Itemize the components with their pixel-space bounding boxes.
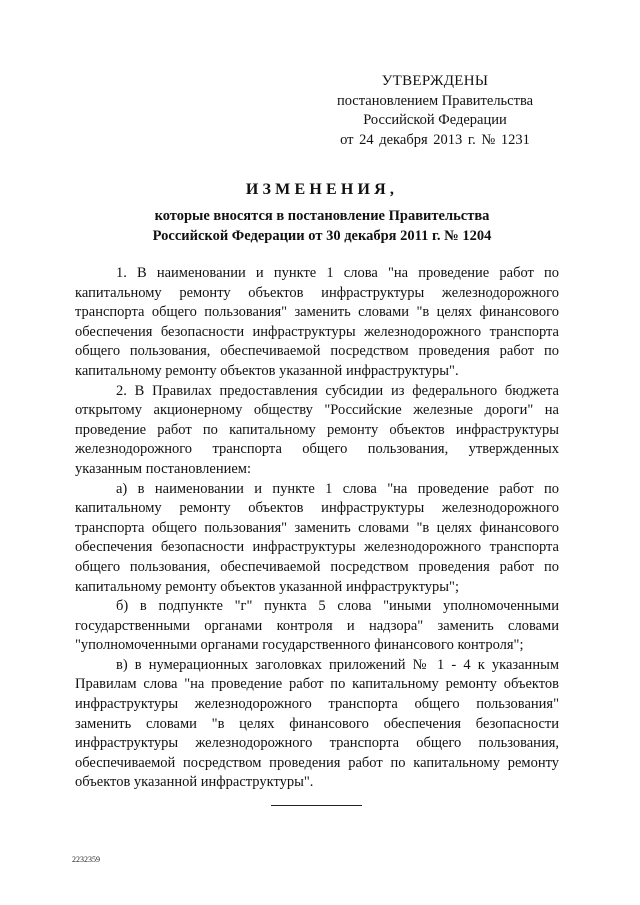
paragraph-2b: б) в подпункте "г" пункта 5 слова "иными уполномоченными государственными органами контроля и надзора" заменить словами "уполномоченными органами государственного финансового контроля";: [75, 598, 559, 654]
subheading-line-1: которые вносятся в постановление Правительства: [154, 208, 490, 224]
approval-title: УТВЕРЖДЕНЫ: [381, 73, 489, 89]
approval-line-2: Российской Федерации: [363, 112, 507, 128]
paragraph-1: 1. В наименовании и пункте 1 слова "на проведение работ по капитальному ремонту объектов инфраструктуры железнодорожного транспорта общего пользования" заменить словами "в целях финансового обеспечения безопасности инфраструктуры железнодорожного транспорта общего пользования, обеспечиваемой посредством проведения работ по капитальному ремонту объектов указанной инфраструктуры".: [75, 265, 559, 379]
approval-date-line: от 24 декабря 2013 г. № 1231: [340, 131, 530, 148]
document-subheading: [72, 207, 572, 246]
document-code: 2232359: [72, 855, 100, 864]
document-body: [75, 264, 559, 793]
document-heading: ИЗМЕНЕНИЯ,: [245, 181, 399, 198]
paragraph-2a: а) в наименовании и пункте 1 слова "на проведение работ по капитальному ремонту объектов инфраструктуры железнодорожного транспорта общего пользования" заменить словами "в целях финансового обеспечения безопасности инфраструктуры железнодорожного транспорта общего пользования, обеспечиваемой посредством проведения работ по капитальному ремонту объектов указанной инфраструктуры";: [75, 480, 559, 595]
paragraph-2: 2. В Правилах предоставления субсидии из федерального бюджета открытому акционерному обществу "Российские железные дороги" на проведение работ по капитальному ремонту объектов инфраструктуры железнодорожного транспорта общего пользования, утвержденных указанным постановлением:: [75, 382, 559, 477]
approval-line-1: постановлением Правительства: [336, 92, 534, 109]
approval-block: [330, 72, 540, 150]
end-divider: [271, 805, 362, 806]
paragraph-2c: в) в нумерационных заголовках приложений № 1 - 4 к указанным Правилам слова "на проведение работ по капитальному ремонту объектов инфраструктуры железнодорожного транспорта общего пользования" заменить словами "в целях финансового обеспечения безопасности инфраструктуры железнодорожного транспорта общего пользования, обеспечиваемой посредством проведения работ по капитальному ремонту объектов указанной инфраструктуры".: [75, 656, 559, 791]
subheading-line-2: Российской Федерации от 30 декабря 2011 г. № 1204: [152, 227, 492, 244]
